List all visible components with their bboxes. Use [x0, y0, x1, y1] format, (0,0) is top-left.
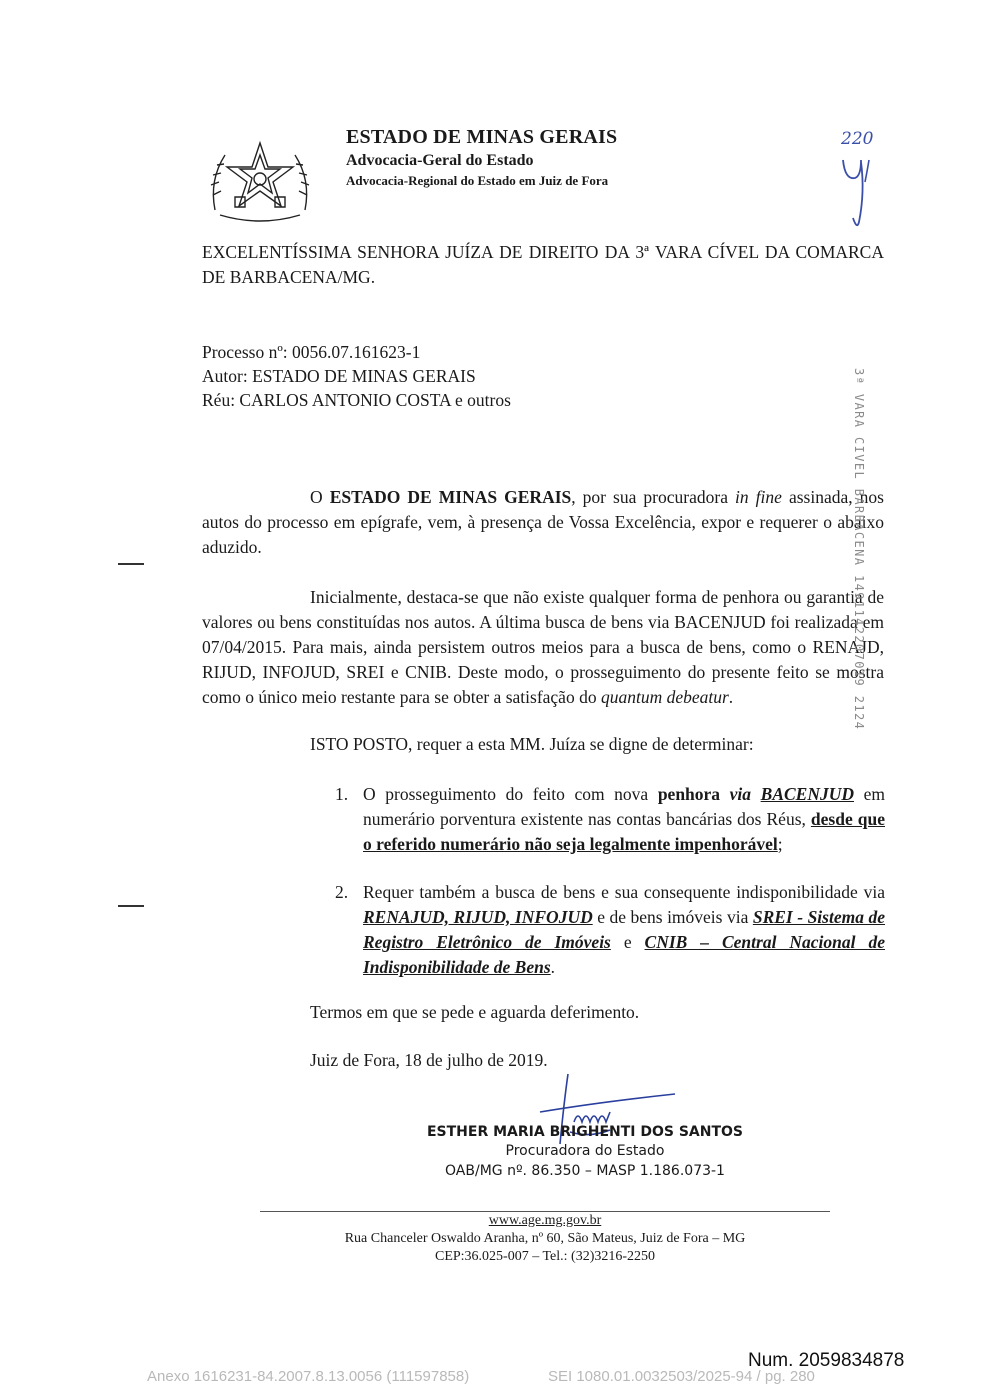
quantum-debeatur-term: quantum debeatur: [600, 687, 729, 707]
stamp-text: 3ª VARA CIVEL BARBACENA 1491142207019 2124: [852, 368, 866, 731]
header-subtitle: Advocacia-Geral do Estado: [346, 152, 534, 169]
para1-mid: , por sua procuradora: [571, 487, 736, 507]
request-item-2: [335, 880, 885, 980]
para2-text: Inicialmente, destaca-se que não existe qualquer forma de penhora ou garantia de valores ou bens constituídas nos autos. A última busca de bens via BACENJUD foi realizada em 07/04/2015. Para mais, ainda persistem outros meios para a busca de bens, como o RENAJD, RIJUD, INFOJUD, SREI e CNIB. Deste modo, o prosseguimento do presente feito se mostra como o único meio restante para se obter a satisfação do: [202, 587, 884, 707]
process-defendant: Réu: CARLOS ANTONIO COSTA e outros: [202, 390, 511, 410]
unseizable-condition: desde que o referido numerário não seja legalmente impenhorável: [363, 809, 885, 854]
para2-end: .: [728, 687, 734, 707]
facts-paragraph: [202, 585, 884, 710]
sei-reference: SEI 1080.01.0032503/2025-94 / pg. 280: [548, 1368, 815, 1385]
item2-text-b: e de bens imóveis via: [592, 907, 753, 927]
item-number: 1.: [335, 784, 349, 804]
penhora-term: penhora: [657, 784, 721, 804]
intro-paragraph: [202, 485, 884, 560]
signer-name: ESTHER MARIA BRIGHENTI DOS SANTOS: [426, 1124, 744, 1140]
item2-end: .: [550, 957, 556, 977]
footer-contact: CEP:36.025-007 – Tel.: (32)3216-2250: [434, 1249, 656, 1264]
systems-term: RENAJUD, RIJUD, INFOJUD: [363, 907, 593, 927]
addressee: EXCELENTÍSSIMA SENHORA JUÍZA DE DIREITO DA 3ª VARA CÍVEL DA COMARCA DE BARBACENA/MG.: [202, 242, 884, 287]
in-fine-term: in fine: [735, 487, 782, 507]
coat-of-arms-icon: [205, 135, 315, 225]
footer-website-link[interactable]: www.age.mg.gov.br: [488, 1213, 602, 1228]
para1-rest: assinada, nos autos do processo em epígrafe, vem, à presença de Vossa Excelência, expor e requerer o abaixo aduzido.: [202, 487, 884, 557]
via-term: via: [720, 784, 761, 804]
margin-hole-mark: [118, 905, 144, 907]
margin-hole-mark: [118, 563, 144, 565]
signer-role: Procuradora do Estado: [505, 1143, 665, 1159]
process-info: [202, 340, 702, 412]
cnib-term: CNIB – Central Nacional de Indisponibilidade de Bens: [363, 932, 885, 977]
header-title: ESTADO DE MINAS GERAIS: [346, 126, 618, 148]
item-number: 2.: [335, 882, 349, 902]
process-number: Processo nº: 0056.07.161623-1: [202, 342, 421, 362]
process-author: Autor: ESTADO DE MINAS GERAIS: [202, 366, 476, 386]
party-name: ESTADO DE MINAS GERAIS: [329, 487, 572, 507]
item1-text-c: em numerário porventura existente nas contas bancárias dos Réus,: [363, 784, 885, 829]
handwritten-number: 220: [841, 129, 874, 149]
court-receipt-stamp: [846, 368, 866, 731]
bacenjud-term: BACENJUD: [760, 784, 854, 804]
signer-registration: OAB/MG nº. 86.350 – MASP 1.186.073-1: [445, 1163, 725, 1179]
date-line: Juiz de Fora, 18 de julho de 2019.: [310, 1050, 548, 1070]
para1-lead: O: [310, 487, 330, 507]
item2-text-c: e: [610, 932, 645, 952]
item1-end: ;: [777, 834, 783, 854]
closing-line: Termos em que se pede e aguarda deferimento.: [310, 1002, 640, 1022]
item2-text-a: Requer também a busca de bens e sua consequente indisponibilidade via: [363, 882, 885, 902]
handwritten-page-mark: [825, 122, 895, 232]
item1-text-a: O prosseguimento do feito com nova: [363, 784, 658, 804]
request-item-1: [335, 782, 885, 857]
footer-address: Rua Chanceler Oswaldo Aranha, nº 60, São Mateus, Juiz de Fora – MG: [344, 1231, 746, 1246]
annex-reference: Anexo 1616231-84.2007.8.13.0056 (111597858): [147, 1368, 470, 1385]
srei-term: SREI - Sistema de Registro Eletrônico de Imóveis: [363, 907, 885, 952]
document-number: Num. 2059834878: [748, 1350, 905, 1371]
request-intro: ISTO POSTO, requer a esta MM. Juíza se digne de determinar:: [310, 734, 754, 754]
header-regional: Advocacia-Regional do Estado em Juiz de Fora: [346, 173, 609, 188]
